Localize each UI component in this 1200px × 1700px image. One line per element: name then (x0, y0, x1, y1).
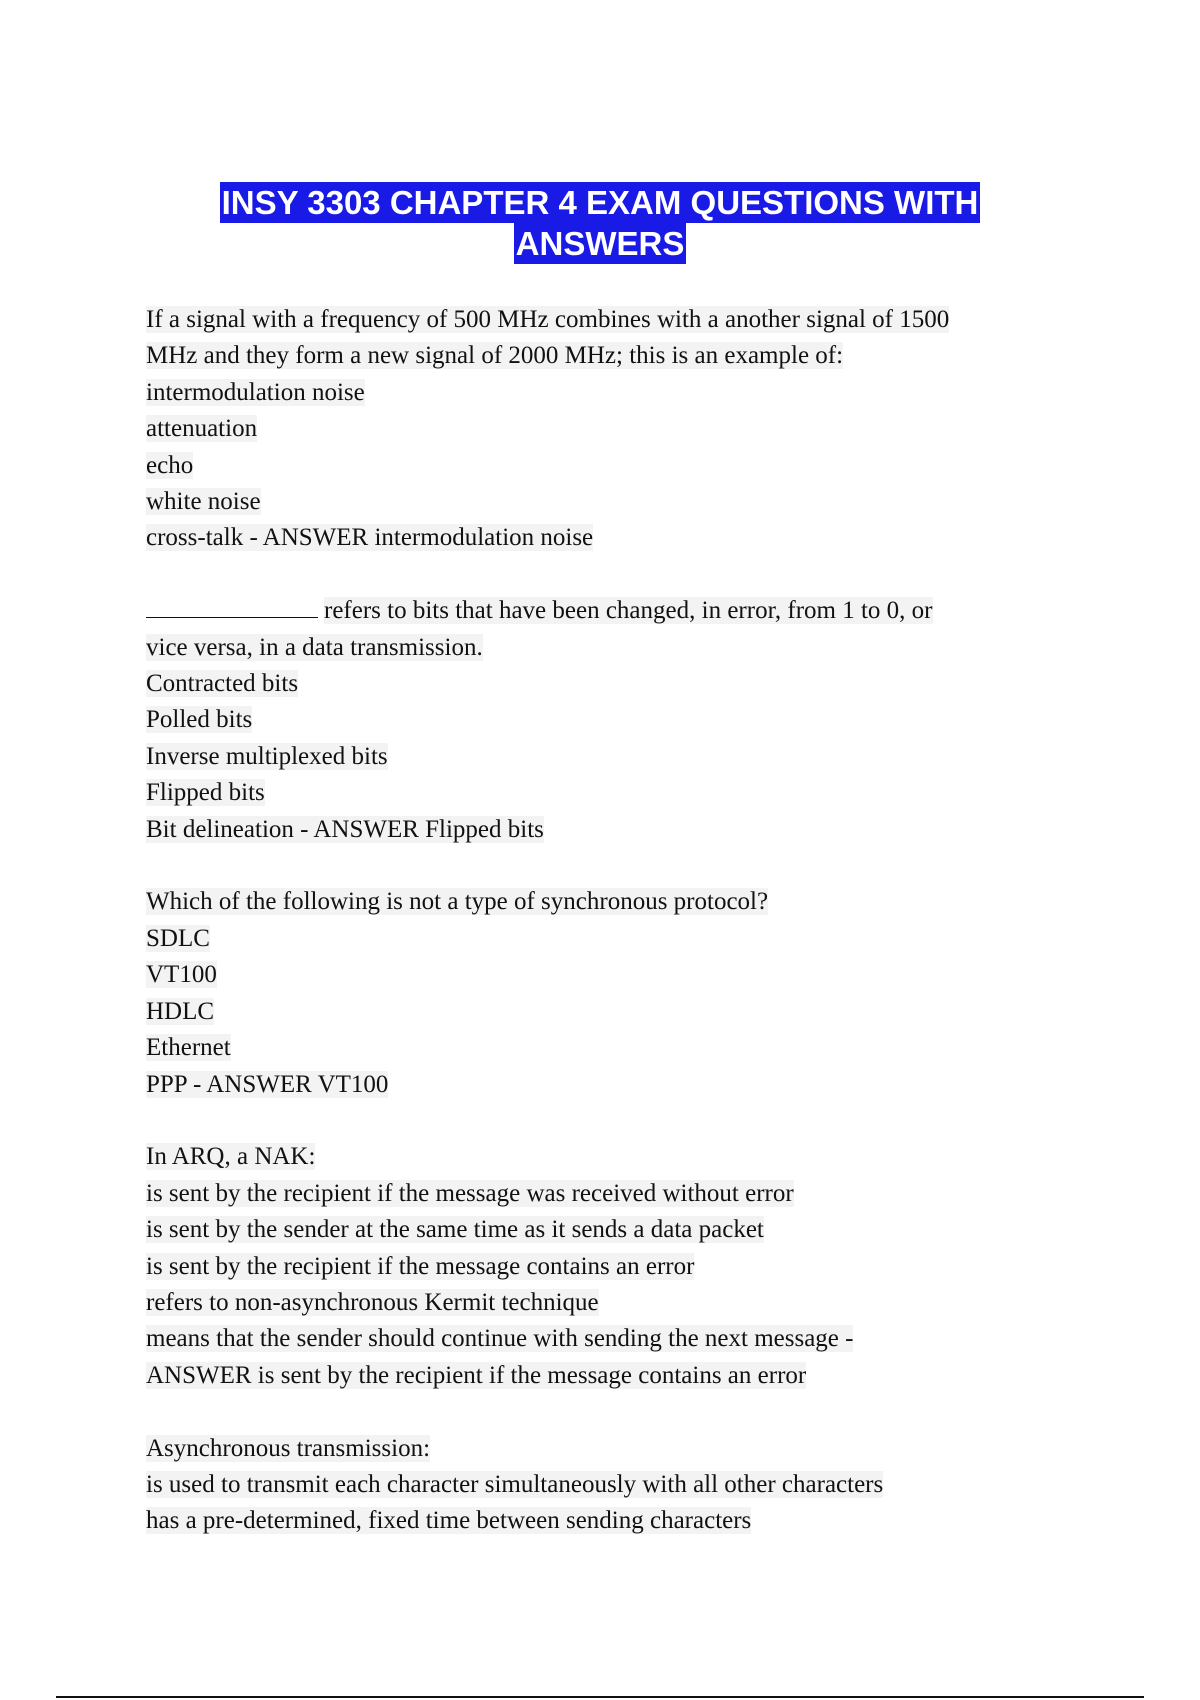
questions-body (146, 302, 1106, 1576)
question-text-line: In ARQ, a NAK: (146, 1143, 316, 1171)
answer-option: Ethernet (146, 1034, 231, 1062)
answer-option: SDLC (146, 924, 210, 952)
fill-in-blank (146, 595, 318, 618)
answer-line: Bit delineation - ANSWER Flipped bits (146, 815, 544, 843)
footer-divider (56, 1696, 1144, 1698)
title-line-2: ANSWERS (515, 225, 685, 262)
question-block-4 (146, 1139, 1106, 1394)
document-title (0, 182, 1200, 264)
question-block-3 (146, 884, 1106, 1102)
answer-option: refers to non-asynchronous Kermit technique (146, 1288, 599, 1316)
answer-option: is sent by the recipient if the message contains an error (146, 1252, 695, 1280)
question-text-line: Which of the following is not a type of synchronous protocol? (146, 888, 769, 916)
answer-option: attenuation (146, 415, 258, 443)
answer-line: cross-talk - ANSWER intermodulation noise (146, 524, 594, 552)
answer-option: HDLC (146, 997, 215, 1025)
answer-option: is sent by the sender at the same time as it sends a data packet (146, 1216, 764, 1244)
question-text-line: refers to bits that have been changed, in error, from 1 to 0, or (324, 597, 933, 625)
answer-line: PPP - ANSWER VT100 (146, 1070, 389, 1098)
title-line-1: INSY 3303 CHAPTER 4 EXAM QUESTIONS WITH (221, 184, 979, 221)
answer-option: Contracted bits (146, 670, 299, 698)
answer-option: is used to transmit each character simultaneously with all other characters (146, 1470, 884, 1498)
answer-option: Polled bits (146, 706, 253, 734)
question-block-1 (146, 302, 1106, 557)
question-text-line: If a signal with a frequency of 500 MHz combines with a another signal of 1500 (146, 306, 950, 333)
answer-option: white noise (146, 488, 261, 516)
answer-line: ANSWER is sent by the recipient if the message contains an error (146, 1361, 807, 1389)
question-block-2 (146, 593, 1106, 848)
answer-option: echo (146, 451, 194, 479)
answer-option: Flipped bits (146, 779, 265, 807)
question-text-line: vice versa, in a data transmission. (146, 633, 483, 661)
question-block-5 (146, 1431, 1106, 1540)
answer-option: has a pre-determined, fixed time between sending characters (146, 1507, 752, 1535)
answer-option: means that the sender should continue with sending the next message - (146, 1325, 854, 1353)
question-text-line: MHz and they form a new signal of 2000 MHz; this is an example of: (146, 342, 844, 370)
answer-option: is sent by the recipient if the message was received without error (146, 1179, 794, 1207)
answer-option: intermodulation noise (146, 378, 365, 406)
answer-option: Inverse multiplexed bits (146, 742, 388, 770)
question-text-line: Asynchronous transmission: (146, 1434, 431, 1462)
answer-option: VT100 (146, 961, 217, 989)
